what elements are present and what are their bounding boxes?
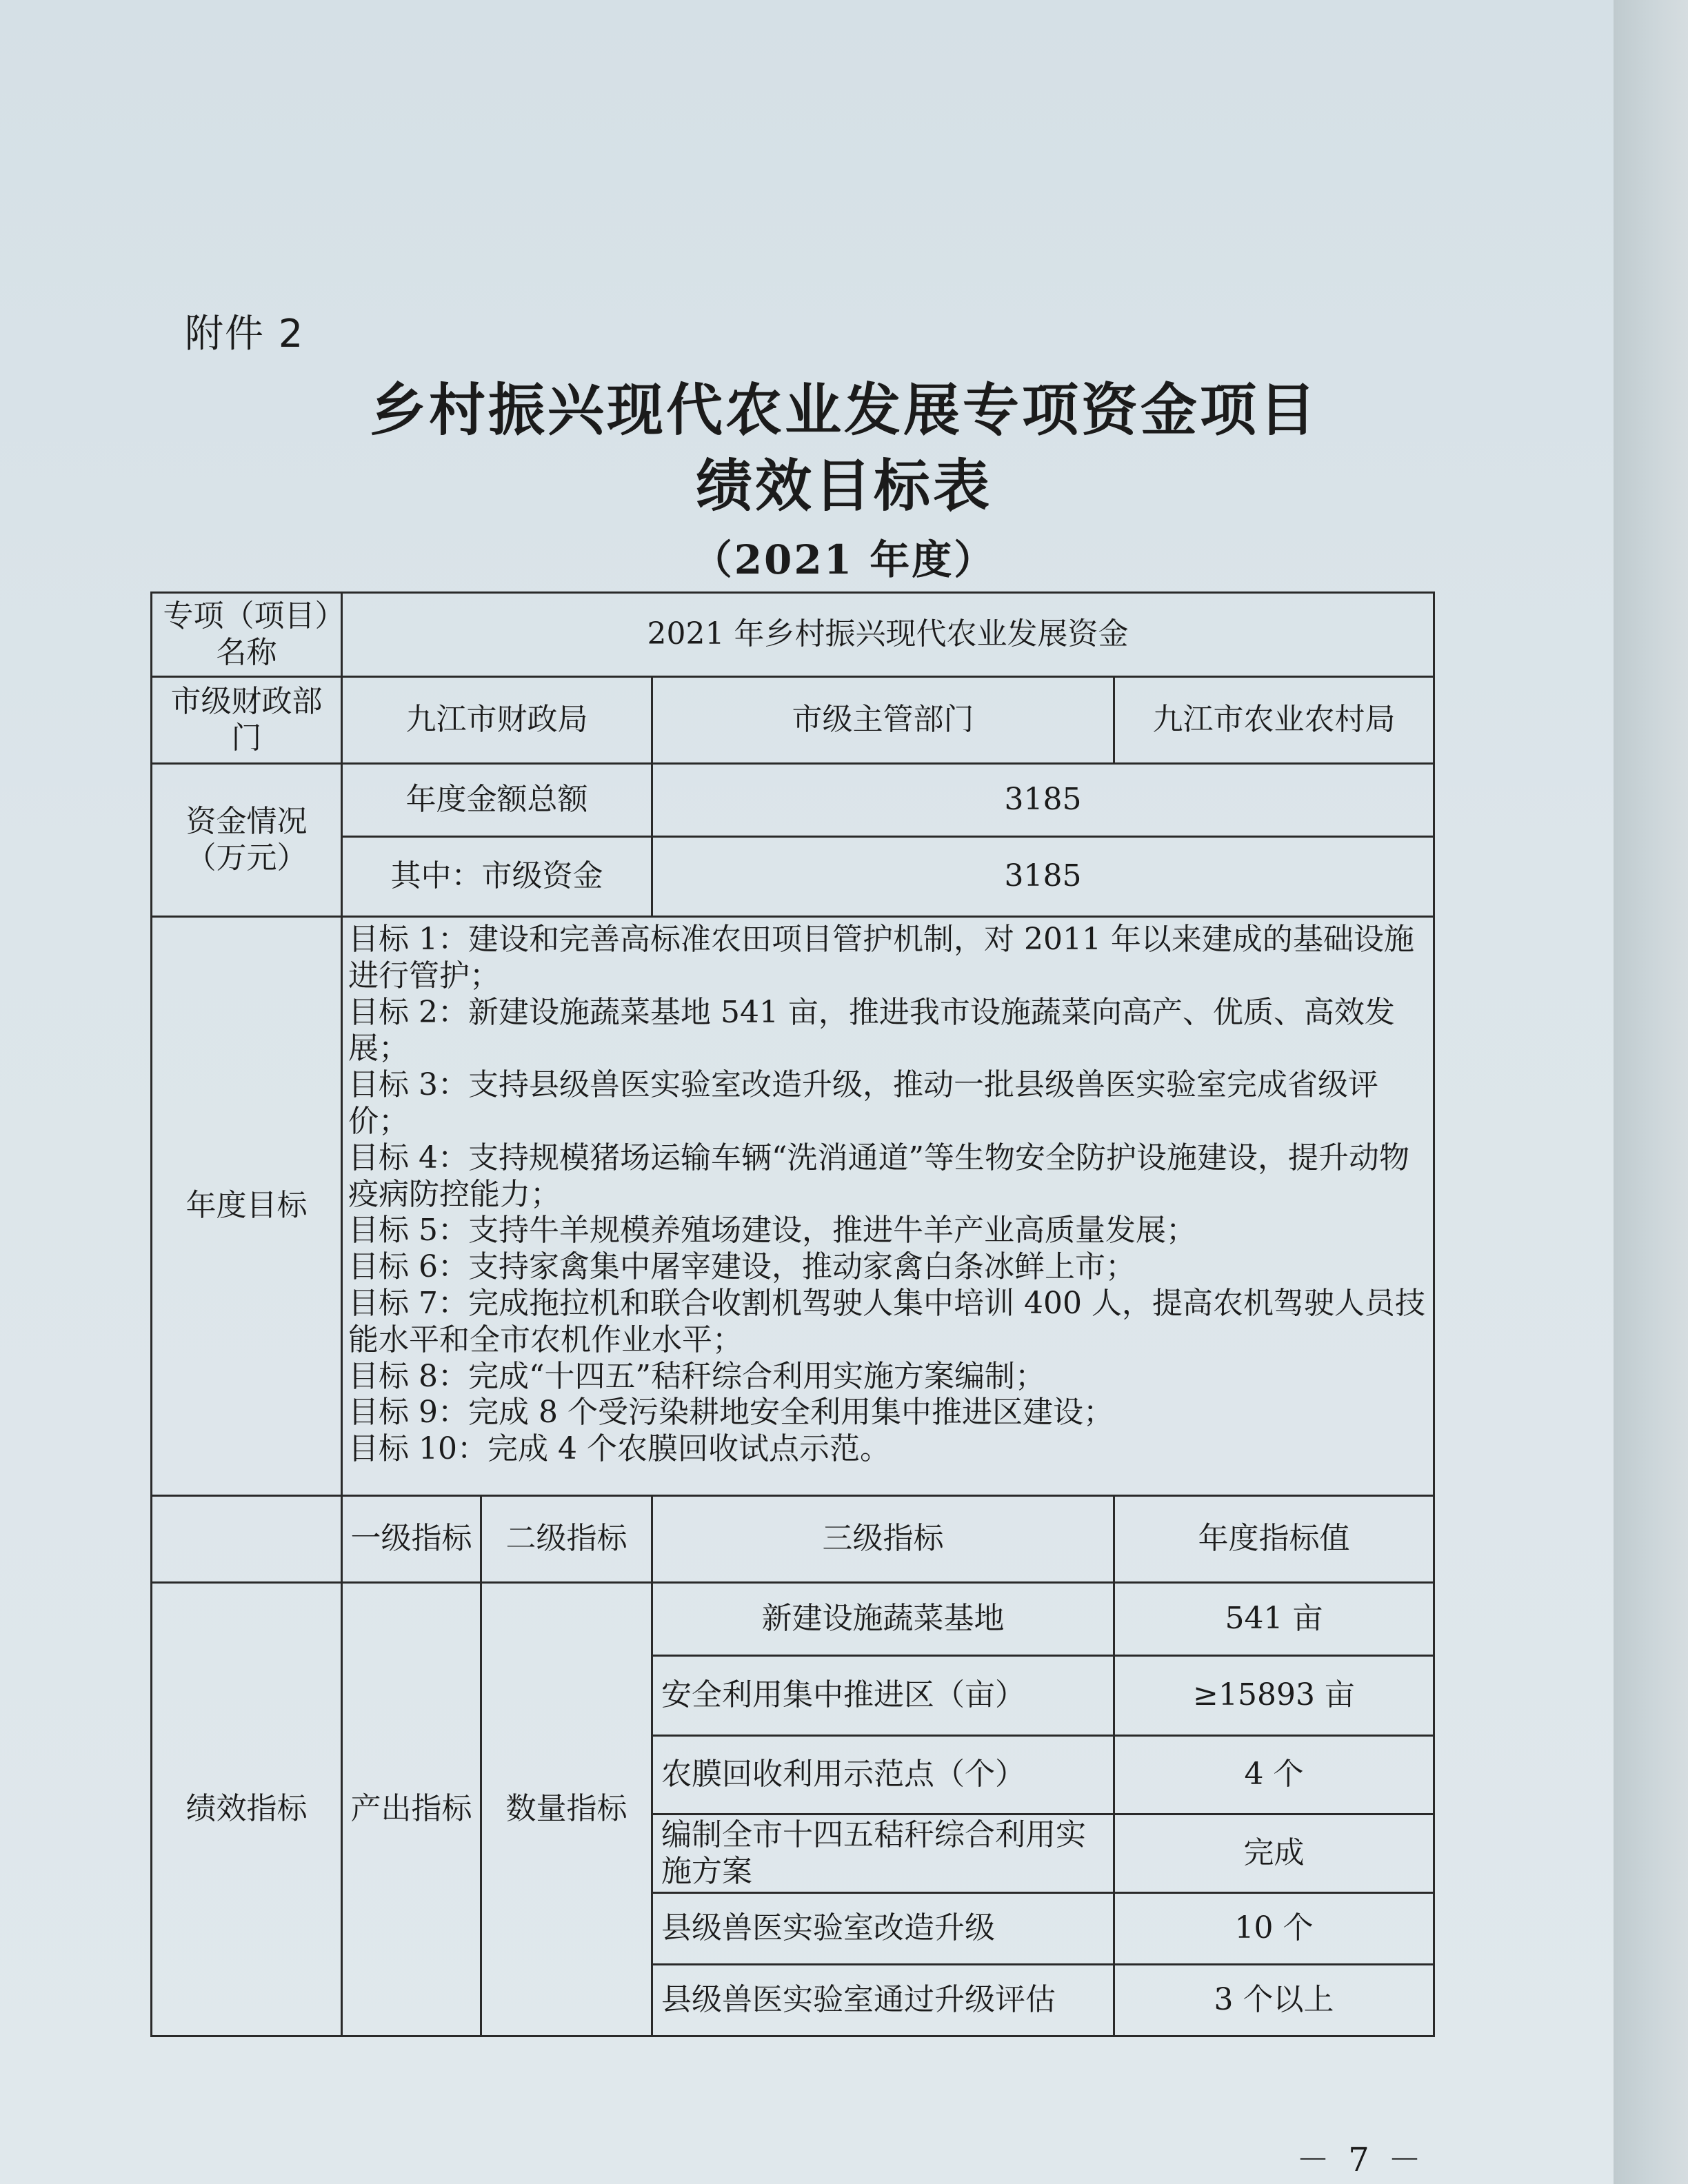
goal-item: 目标 10：完成 4 个农膜回收试点示范。 — [348, 1431, 890, 1467]
funds-label: 资金情况（万元） — [152, 764, 342, 917]
indicator-name: 安全利用集中推进区（亩） — [652, 1656, 1114, 1736]
level3-header: 三级指标 — [652, 1496, 1114, 1583]
indicator-name: 县级兽医实验室通过升级评估 — [652, 1965, 1114, 2036]
table-row — [152, 837, 1434, 917]
goal-item: 目标 7：完成拖拉机和联合收割机驾驶人集中培训 400 人，提高农机驾驶人员技能水平和全市农机作业水平； — [348, 1285, 1425, 1357]
project-name: 2021 年乡村振兴现代农业发展资金 — [342, 593, 1434, 677]
competent-dept: 九江市农业农村局 — [1114, 677, 1434, 764]
total-label: 年度金额总额 — [342, 764, 652, 837]
goal-item: 目标 2：新建设施蔬菜基地 541 亩，推进我市设施蔬菜向高产、优质、高效发展； — [348, 994, 1395, 1066]
table-row — [152, 593, 1434, 677]
goal-item: 目标 1：建设和完善高标准农田项目管护机制，对 2011 年以来建成的基础设施进行管护； — [348, 922, 1414, 993]
level2-header: 二级指标 — [481, 1496, 652, 1583]
indicator-name: 农膜回收利用示范点（个） — [652, 1736, 1114, 1814]
indicator-value: 4 个 — [1114, 1736, 1434, 1814]
level1-header: 一级指标 — [342, 1496, 481, 1583]
goal-item: 目标 5：支持牛羊规模养殖场建设，推进牛羊产业高质量发展； — [348, 1213, 1196, 1248]
indicator-value: 541 亩 — [1114, 1583, 1434, 1656]
blank-cell — [152, 1496, 342, 1583]
indicator-name: 新建设施蔬菜基地 — [652, 1583, 1114, 1656]
indicator-value: 完成 — [1114, 1814, 1434, 1893]
total-value: 3185 — [652, 764, 1434, 837]
project-label: 专项（项目）名称 — [152, 593, 342, 677]
goal-item: 目标 8：完成“十四五”秸秆综合利用实施方案编制； — [348, 1358, 1045, 1394]
goal-item: 目标 4：支持规模猪场运输车辆“洗消通道”等生物安全防护设施建设，提升动物疫病防控能力； — [348, 1140, 1409, 1212]
table-row — [152, 677, 1434, 764]
indicator-value: 10 个 — [1114, 1893, 1434, 1965]
annual-goals — [342, 917, 1434, 1496]
indicator-name: 编制全市十四五秸秆综合利用实施方案 — [652, 1814, 1114, 1893]
competent-dept-label: 市级主管部门 — [652, 677, 1114, 764]
document-year: （2021 年度） — [692, 536, 996, 583]
page-number: － 7 － — [1296, 2141, 1426, 2179]
table-row — [152, 764, 1434, 837]
city-funds-label: 其中：市级资金 — [342, 837, 652, 917]
indicator-value: 3 个以上 — [1114, 1965, 1434, 2036]
goal-item: 目标 6：支持家禽集中屠宰建设，推动家禽白条冰鲜上市； — [348, 1249, 1136, 1285]
table-row — [152, 1583, 1434, 1656]
city-funds-value: 3185 — [652, 837, 1434, 917]
quantity-label: 数量指标 — [481, 1583, 652, 2036]
performance-table — [150, 592, 1435, 2037]
indicator-value: ≥15893 亩 — [1114, 1656, 1434, 1736]
performance-label: 绩效指标 — [152, 1583, 342, 2036]
document-subtitle: 绩效目标表 — [695, 454, 992, 519]
annual-goals-label: 年度目标 — [152, 917, 342, 1496]
output-label: 产出指标 — [342, 1583, 481, 2036]
finance-dept: 九江市财政局 — [342, 677, 652, 764]
goal-item: 目标 9：完成 8 个受污染耕地安全利用集中推进区建设； — [348, 1395, 1114, 1430]
indicator-name: 县级兽医实验室改造升级 — [652, 1893, 1114, 1965]
table-row — [152, 917, 1434, 1496]
goal-item: 目标 3：支持县级兽医实验室改造升级，推动一批县级兽医实验室完成省级评价； — [348, 1067, 1378, 1139]
attachment-label: 附件 2 — [185, 312, 305, 356]
value-header: 年度指标值 — [1114, 1496, 1434, 1583]
finance-dept-label: 市级财政部门 — [152, 677, 342, 764]
scan-margin — [1614, 0, 1688, 2184]
table-row — [152, 1496, 1434, 1583]
document-title: 乡村振兴现代农业发展专项资金项目 — [369, 378, 1318, 443]
